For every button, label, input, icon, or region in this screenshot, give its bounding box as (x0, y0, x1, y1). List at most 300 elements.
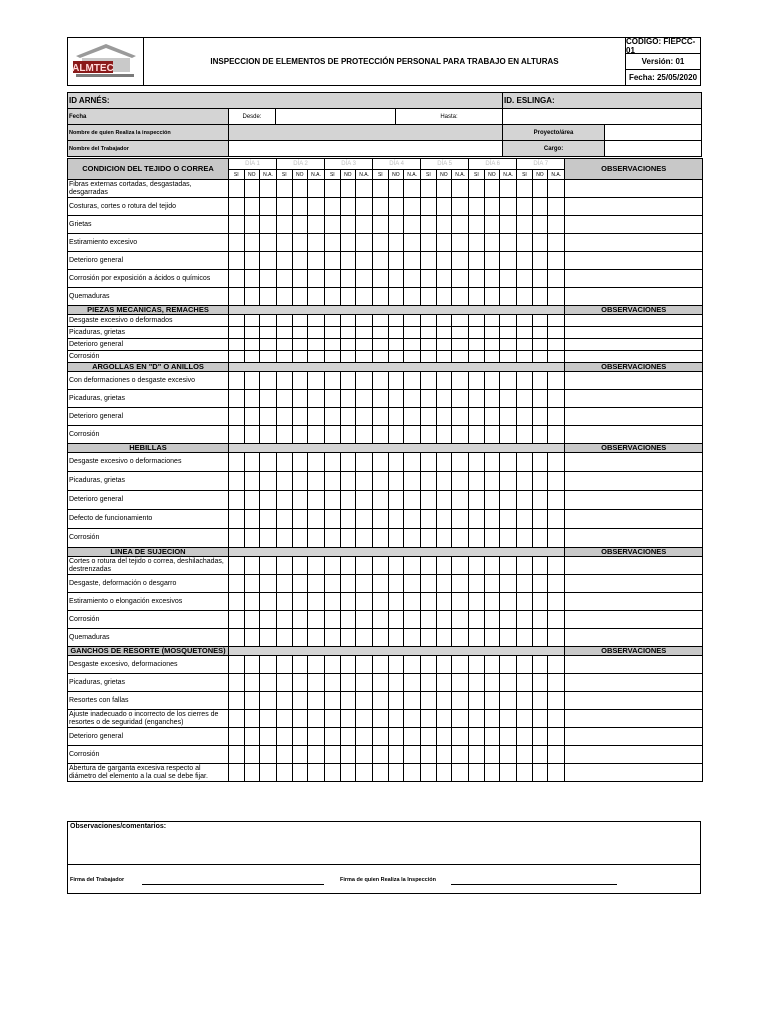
observation-cell[interactable] (565, 426, 703, 444)
check-cell[interactable] (469, 252, 485, 270)
check-cell[interactable] (325, 198, 341, 216)
check-cell[interactable] (452, 611, 469, 629)
check-cell[interactable] (388, 746, 404, 764)
check-cell[interactable] (404, 390, 421, 408)
check-cell[interactable] (277, 390, 293, 408)
check-cell[interactable] (373, 408, 389, 426)
check-cell[interactable] (500, 288, 517, 306)
check-cell[interactable] (244, 198, 260, 216)
check-cell[interactable] (308, 557, 325, 575)
check-cell[interactable] (356, 372, 373, 390)
hasta-field[interactable] (503, 109, 702, 125)
check-cell[interactable] (340, 746, 356, 764)
check-cell[interactable] (388, 327, 404, 339)
check-cell[interactable] (325, 372, 341, 390)
check-cell[interactable] (292, 472, 308, 491)
check-cell[interactable] (260, 746, 277, 764)
check-cell[interactable] (548, 234, 565, 252)
check-cell[interactable] (325, 710, 341, 728)
check-cell[interactable] (421, 339, 437, 351)
check-cell[interactable] (517, 472, 533, 491)
check-cell[interactable] (277, 491, 293, 510)
check-cell[interactable] (532, 593, 548, 611)
check-cell[interactable] (421, 351, 437, 363)
check-cell[interactable] (277, 351, 293, 363)
check-cell[interactable] (292, 629, 308, 647)
check-cell[interactable] (548, 351, 565, 363)
check-cell[interactable] (373, 180, 389, 198)
check-cell[interactable] (548, 764, 565, 782)
check-cell[interactable] (500, 746, 517, 764)
check-cell[interactable] (277, 629, 293, 647)
observation-cell[interactable] (565, 315, 703, 327)
check-cell[interactable] (373, 252, 389, 270)
check-cell[interactable] (421, 390, 437, 408)
check-cell[interactable] (436, 510, 452, 529)
check-cell[interactable] (277, 557, 293, 575)
check-cell[interactable] (244, 453, 260, 472)
check-cell[interactable] (277, 593, 293, 611)
check-cell[interactable] (532, 453, 548, 472)
check-cell[interactable] (548, 270, 565, 288)
check-cell[interactable] (548, 593, 565, 611)
check-cell[interactable] (260, 180, 277, 198)
observation-cell[interactable] (565, 529, 703, 548)
check-cell[interactable] (404, 593, 421, 611)
check-cell[interactable] (517, 390, 533, 408)
check-cell[interactable] (277, 611, 293, 629)
check-cell[interactable] (292, 674, 308, 692)
check-cell[interactable] (404, 198, 421, 216)
check-cell[interactable] (436, 390, 452, 408)
check-cell[interactable] (388, 593, 404, 611)
check-cell[interactable] (260, 252, 277, 270)
check-cell[interactable] (325, 629, 341, 647)
check-cell[interactable] (404, 288, 421, 306)
check-cell[interactable] (517, 180, 533, 198)
check-cell[interactable] (469, 491, 485, 510)
check-cell[interactable] (517, 491, 533, 510)
check-cell[interactable] (325, 180, 341, 198)
check-cell[interactable] (404, 426, 421, 444)
check-cell[interactable] (484, 234, 500, 252)
check-cell[interactable] (500, 252, 517, 270)
check-cell[interactable] (388, 252, 404, 270)
check-cell[interactable] (436, 339, 452, 351)
check-cell[interactable] (532, 426, 548, 444)
check-cell[interactable] (260, 674, 277, 692)
check-cell[interactable] (517, 315, 533, 327)
check-cell[interactable] (373, 315, 389, 327)
check-cell[interactable] (452, 372, 469, 390)
check-cell[interactable] (308, 472, 325, 491)
check-cell[interactable] (421, 674, 437, 692)
check-cell[interactable] (340, 372, 356, 390)
check-cell[interactable] (436, 557, 452, 575)
check-cell[interactable] (500, 216, 517, 234)
check-cell[interactable] (325, 339, 341, 351)
check-cell[interactable] (517, 557, 533, 575)
check-cell[interactable] (356, 575, 373, 593)
check-cell[interactable] (404, 351, 421, 363)
check-cell[interactable] (532, 252, 548, 270)
check-cell[interactable] (436, 692, 452, 710)
check-cell[interactable] (532, 234, 548, 252)
check-cell[interactable] (484, 426, 500, 444)
check-cell[interactable] (548, 674, 565, 692)
check-cell[interactable] (373, 710, 389, 728)
check-cell[interactable] (260, 728, 277, 746)
check-cell[interactable] (244, 692, 260, 710)
check-cell[interactable] (388, 408, 404, 426)
check-cell[interactable] (244, 674, 260, 692)
check-cell[interactable] (500, 593, 517, 611)
check-cell[interactable] (277, 656, 293, 674)
check-cell[interactable] (484, 339, 500, 351)
check-cell[interactable] (517, 252, 533, 270)
check-cell[interactable] (469, 746, 485, 764)
check-cell[interactable] (292, 234, 308, 252)
check-cell[interactable] (548, 575, 565, 593)
check-cell[interactable] (452, 674, 469, 692)
check-cell[interactable] (421, 710, 437, 728)
check-cell[interactable] (517, 408, 533, 426)
check-cell[interactable] (436, 575, 452, 593)
check-cell[interactable] (452, 426, 469, 444)
cargo-field[interactable] (605, 141, 702, 157)
check-cell[interactable] (517, 611, 533, 629)
check-cell[interactable] (325, 510, 341, 529)
check-cell[interactable] (260, 611, 277, 629)
check-cell[interactable] (517, 575, 533, 593)
check-cell[interactable] (436, 710, 452, 728)
check-cell[interactable] (340, 764, 356, 782)
check-cell[interactable] (469, 575, 485, 593)
check-cell[interactable] (484, 351, 500, 363)
check-cell[interactable] (500, 629, 517, 647)
check-cell[interactable] (517, 351, 533, 363)
check-cell[interactable] (373, 593, 389, 611)
check-cell[interactable] (340, 593, 356, 611)
check-cell[interactable] (356, 216, 373, 234)
check-cell[interactable] (308, 674, 325, 692)
check-cell[interactable] (500, 529, 517, 548)
check-cell[interactable] (532, 692, 548, 710)
check-cell[interactable] (340, 656, 356, 674)
observation-cell[interactable] (565, 593, 703, 611)
check-cell[interactable] (500, 728, 517, 746)
check-cell[interactable] (469, 408, 485, 426)
check-cell[interactable] (500, 270, 517, 288)
check-cell[interactable] (548, 510, 565, 529)
check-cell[interactable] (277, 529, 293, 548)
check-cell[interactable] (373, 491, 389, 510)
check-cell[interactable] (308, 746, 325, 764)
check-cell[interactable] (229, 327, 245, 339)
check-cell[interactable] (500, 315, 517, 327)
check-cell[interactable] (308, 327, 325, 339)
check-cell[interactable] (229, 629, 245, 647)
check-cell[interactable] (244, 408, 260, 426)
check-cell[interactable] (356, 339, 373, 351)
check-cell[interactable] (404, 453, 421, 472)
check-cell[interactable] (500, 390, 517, 408)
check-cell[interactable] (388, 372, 404, 390)
check-cell[interactable] (436, 426, 452, 444)
observation-cell[interactable] (565, 629, 703, 647)
check-cell[interactable] (340, 728, 356, 746)
check-cell[interactable] (532, 746, 548, 764)
check-cell[interactable] (325, 234, 341, 252)
check-cell[interactable] (277, 710, 293, 728)
check-cell[interactable] (421, 728, 437, 746)
check-cell[interactable] (292, 390, 308, 408)
check-cell[interactable] (356, 252, 373, 270)
check-cell[interactable] (229, 611, 245, 629)
check-cell[interactable] (452, 315, 469, 327)
check-cell[interactable] (356, 180, 373, 198)
check-cell[interactable] (229, 216, 245, 234)
check-cell[interactable] (532, 510, 548, 529)
check-cell[interactable] (356, 510, 373, 529)
firma-inspector-line[interactable] (451, 884, 617, 885)
check-cell[interactable] (469, 674, 485, 692)
check-cell[interactable] (260, 198, 277, 216)
check-cell[interactable] (308, 656, 325, 674)
check-cell[interactable] (325, 656, 341, 674)
check-cell[interactable] (517, 198, 533, 216)
check-cell[interactable] (484, 472, 500, 491)
check-cell[interactable] (340, 710, 356, 728)
check-cell[interactable] (452, 198, 469, 216)
check-cell[interactable] (292, 216, 308, 234)
check-cell[interactable] (548, 611, 565, 629)
check-cell[interactable] (388, 390, 404, 408)
check-cell[interactable] (404, 339, 421, 351)
check-cell[interactable] (356, 593, 373, 611)
check-cell[interactable] (373, 575, 389, 593)
check-cell[interactable] (277, 746, 293, 764)
check-cell[interactable] (244, 270, 260, 288)
check-cell[interactable] (517, 453, 533, 472)
check-cell[interactable] (484, 728, 500, 746)
check-cell[interactable] (469, 710, 485, 728)
check-cell[interactable] (532, 327, 548, 339)
check-cell[interactable] (548, 746, 565, 764)
check-cell[interactable] (292, 491, 308, 510)
check-cell[interactable] (229, 728, 245, 746)
check-cell[interactable] (388, 557, 404, 575)
check-cell[interactable] (404, 656, 421, 674)
check-cell[interactable] (452, 529, 469, 548)
check-cell[interactable] (404, 692, 421, 710)
check-cell[interactable] (325, 408, 341, 426)
check-cell[interactable] (436, 529, 452, 548)
check-cell[interactable] (277, 728, 293, 746)
check-cell[interactable] (356, 390, 373, 408)
observation-cell[interactable] (565, 339, 703, 351)
check-cell[interactable] (469, 453, 485, 472)
check-cell[interactable] (325, 315, 341, 327)
check-cell[interactable] (421, 198, 437, 216)
check-cell[interactable] (484, 270, 500, 288)
check-cell[interactable] (404, 372, 421, 390)
check-cell[interactable] (517, 728, 533, 746)
check-cell[interactable] (436, 611, 452, 629)
check-cell[interactable] (484, 491, 500, 510)
check-cell[interactable] (277, 180, 293, 198)
check-cell[interactable] (340, 288, 356, 306)
check-cell[interactable] (500, 372, 517, 390)
check-cell[interactable] (292, 557, 308, 575)
check-cell[interactable] (277, 327, 293, 339)
check-cell[interactable] (325, 692, 341, 710)
check-cell[interactable] (356, 692, 373, 710)
check-cell[interactable] (340, 408, 356, 426)
check-cell[interactable] (484, 710, 500, 728)
check-cell[interactable] (388, 728, 404, 746)
check-cell[interactable] (452, 453, 469, 472)
check-cell[interactable] (436, 764, 452, 782)
check-cell[interactable] (292, 746, 308, 764)
check-cell[interactable] (532, 529, 548, 548)
check-cell[interactable] (277, 270, 293, 288)
check-cell[interactable] (484, 746, 500, 764)
check-cell[interactable] (484, 764, 500, 782)
check-cell[interactable] (436, 288, 452, 306)
check-cell[interactable] (244, 315, 260, 327)
check-cell[interactable] (436, 593, 452, 611)
check-cell[interactable] (421, 746, 437, 764)
observation-cell[interactable] (565, 764, 703, 782)
check-cell[interactable] (517, 629, 533, 647)
check-cell[interactable] (308, 315, 325, 327)
check-cell[interactable] (404, 710, 421, 728)
check-cell[interactable] (325, 351, 341, 363)
check-cell[interactable] (244, 746, 260, 764)
check-cell[interactable] (404, 510, 421, 529)
check-cell[interactable] (356, 351, 373, 363)
check-cell[interactable] (436, 629, 452, 647)
check-cell[interactable] (244, 390, 260, 408)
check-cell[interactable] (548, 372, 565, 390)
check-cell[interactable] (356, 764, 373, 782)
check-cell[interactable] (388, 510, 404, 529)
check-cell[interactable] (421, 529, 437, 548)
check-cell[interactable] (404, 728, 421, 746)
check-cell[interactable] (356, 746, 373, 764)
check-cell[interactable] (356, 453, 373, 472)
check-cell[interactable] (517, 710, 533, 728)
check-cell[interactable] (260, 327, 277, 339)
check-cell[interactable] (548, 426, 565, 444)
check-cell[interactable] (452, 216, 469, 234)
check-cell[interactable] (260, 426, 277, 444)
observation-cell[interactable] (565, 710, 703, 728)
check-cell[interactable] (244, 764, 260, 782)
check-cell[interactable] (340, 390, 356, 408)
observation-cell[interactable] (565, 746, 703, 764)
check-cell[interactable] (484, 372, 500, 390)
check-cell[interactable] (373, 372, 389, 390)
check-cell[interactable] (373, 656, 389, 674)
check-cell[interactable] (452, 491, 469, 510)
check-cell[interactable] (260, 270, 277, 288)
check-cell[interactable] (548, 656, 565, 674)
check-cell[interactable] (308, 510, 325, 529)
check-cell[interactable] (469, 390, 485, 408)
check-cell[interactable] (404, 315, 421, 327)
check-cell[interactable] (229, 372, 245, 390)
check-cell[interactable] (373, 288, 389, 306)
check-cell[interactable] (517, 692, 533, 710)
check-cell[interactable] (292, 198, 308, 216)
check-cell[interactable] (532, 339, 548, 351)
check-cell[interactable] (244, 656, 260, 674)
check-cell[interactable] (452, 252, 469, 270)
check-cell[interactable] (436, 472, 452, 491)
check-cell[interactable] (373, 557, 389, 575)
check-cell[interactable] (484, 180, 500, 198)
check-cell[interactable] (277, 764, 293, 782)
check-cell[interactable] (532, 216, 548, 234)
check-cell[interactable] (388, 216, 404, 234)
check-cell[interactable] (388, 674, 404, 692)
check-cell[interactable] (356, 426, 373, 444)
check-cell[interactable] (421, 315, 437, 327)
check-cell[interactable] (229, 529, 245, 548)
check-cell[interactable] (532, 710, 548, 728)
check-cell[interactable] (500, 426, 517, 444)
check-cell[interactable] (325, 472, 341, 491)
check-cell[interactable] (517, 764, 533, 782)
check-cell[interactable] (452, 351, 469, 363)
check-cell[interactable] (469, 351, 485, 363)
check-cell[interactable] (436, 216, 452, 234)
check-cell[interactable] (244, 491, 260, 510)
check-cell[interactable] (277, 674, 293, 692)
check-cell[interactable] (292, 764, 308, 782)
check-cell[interactable] (388, 351, 404, 363)
check-cell[interactable] (500, 180, 517, 198)
check-cell[interactable] (356, 557, 373, 575)
check-cell[interactable] (292, 692, 308, 710)
check-cell[interactable] (244, 372, 260, 390)
check-cell[interactable] (452, 656, 469, 674)
check-cell[interactable] (532, 611, 548, 629)
check-cell[interactable] (469, 339, 485, 351)
check-cell[interactable] (308, 692, 325, 710)
check-cell[interactable] (356, 674, 373, 692)
check-cell[interactable] (325, 674, 341, 692)
check-cell[interactable] (532, 390, 548, 408)
check-cell[interactable] (373, 611, 389, 629)
check-cell[interactable] (500, 327, 517, 339)
check-cell[interactable] (373, 390, 389, 408)
check-cell[interactable] (532, 180, 548, 198)
observation-cell[interactable] (565, 491, 703, 510)
check-cell[interactable] (244, 728, 260, 746)
check-cell[interactable] (436, 270, 452, 288)
check-cell[interactable] (356, 629, 373, 647)
check-cell[interactable] (388, 491, 404, 510)
check-cell[interactable] (421, 692, 437, 710)
check-cell[interactable] (308, 270, 325, 288)
check-cell[interactable] (436, 656, 452, 674)
check-cell[interactable] (404, 216, 421, 234)
check-cell[interactable] (260, 656, 277, 674)
check-cell[interactable] (548, 692, 565, 710)
